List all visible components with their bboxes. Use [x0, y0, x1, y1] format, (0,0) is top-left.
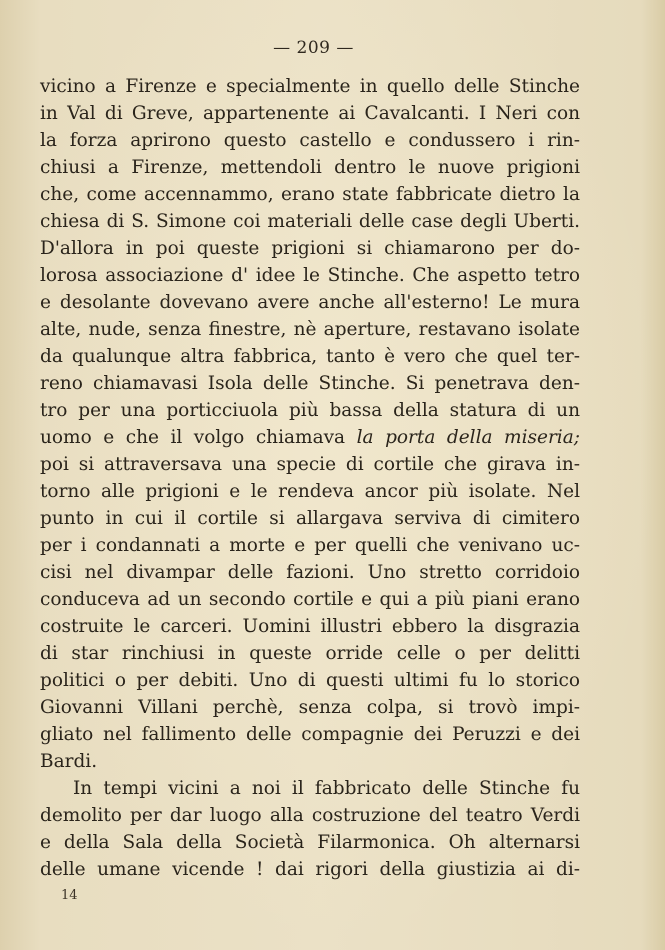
printer-signature-mark: 14 [61, 888, 78, 903]
text-line: punto in cui il cortile si allargava serviva di cimitero [40, 508, 580, 529]
italic-phrase: la porta della miseria; [356, 427, 580, 448]
paragraph-start-line: In tempi vicini a noi il fabbricato delle Stinche fu [73, 778, 580, 799]
text-line: vicino a Firenze e specialmente in quello delle Stinche [40, 76, 580, 97]
text-line: per i condannati a morte e per quelli che venivano uc- [40, 535, 580, 556]
text-line: lorosa associazione d' idee le Stinche. Che aspetto tetro [40, 265, 580, 286]
text-line: costruite le carceri. Uomini illustri ebbero la disgrazia [40, 616, 580, 637]
text-line: conduceva ad un secondo cortile e qui a più piani erano [40, 589, 580, 610]
text-line: tro per una porticciuola più bassa della statura di un [40, 400, 580, 421]
page-number: — 209 — [273, 38, 354, 58]
body-text [40, 73, 580, 883]
text-line: di star rinchiusi in queste orride celle o per delitti [40, 643, 580, 664]
text-line: poi si attraversava una specie di cortile che girava in- [40, 454, 580, 475]
paragraph-end-line: Bardi. [40, 751, 98, 772]
text-line: chiesa di S. Simone coi materiali delle case degli Uberti. [40, 211, 580, 232]
text-span: uomo e che il volgo chiamava [40, 427, 357, 448]
text-line: che, come accennammo, erano state fabbricate dietro la [40, 184, 580, 205]
text-line: alte, nude, senza finestre, nè aperture, restavano isolate [40, 319, 580, 340]
text-line: e della Sala della Società Filarmonica. Oh alternarsi [40, 832, 580, 853]
text-line: in Val di Greve, appartenente ai Cavalcanti. I Neri con [40, 103, 580, 124]
text-line: Giovanni Villani perchè, senza colpa, si trovò impi- [40, 697, 580, 718]
text-line: reno chiamavasi Isola delle Stinche. Si penetrava den- [40, 373, 580, 394]
text-line-italic [40, 424, 580, 451]
text-line: D'allora in poi queste prigioni si chiamarono per do- [40, 238, 580, 259]
text-line: politici o per debiti. Uno di questi ultimi fu lo storico [40, 670, 580, 691]
text-line: cisi nel divampar delle fazioni. Uno stretto corridoio [40, 562, 580, 583]
text-line: demolito per dar luogo alla costruzione del teatro Verdi [40, 805, 580, 826]
text-line: delle umane vicende ! dai rigori della giustizia ai di- [40, 859, 580, 880]
text-line: gliato nel fallimento delle compagnie dei Peruzzi e dei [40, 724, 580, 745]
text-line: torno alle prigioni e le rendeva ancor più isolate. Nel [40, 481, 580, 502]
text-line: la forza aprirono questo castello e condussero i rin- [40, 130, 580, 151]
text-line: chiusi a Firenze, mettendoli dentro le nuove prigioni [40, 157, 580, 178]
text-line: da qualunque altra fabbrica, tanto è vero che quel ter- [40, 346, 580, 367]
text-line: e desolante dovevano avere anche all'esterno! Le mura [40, 292, 580, 313]
